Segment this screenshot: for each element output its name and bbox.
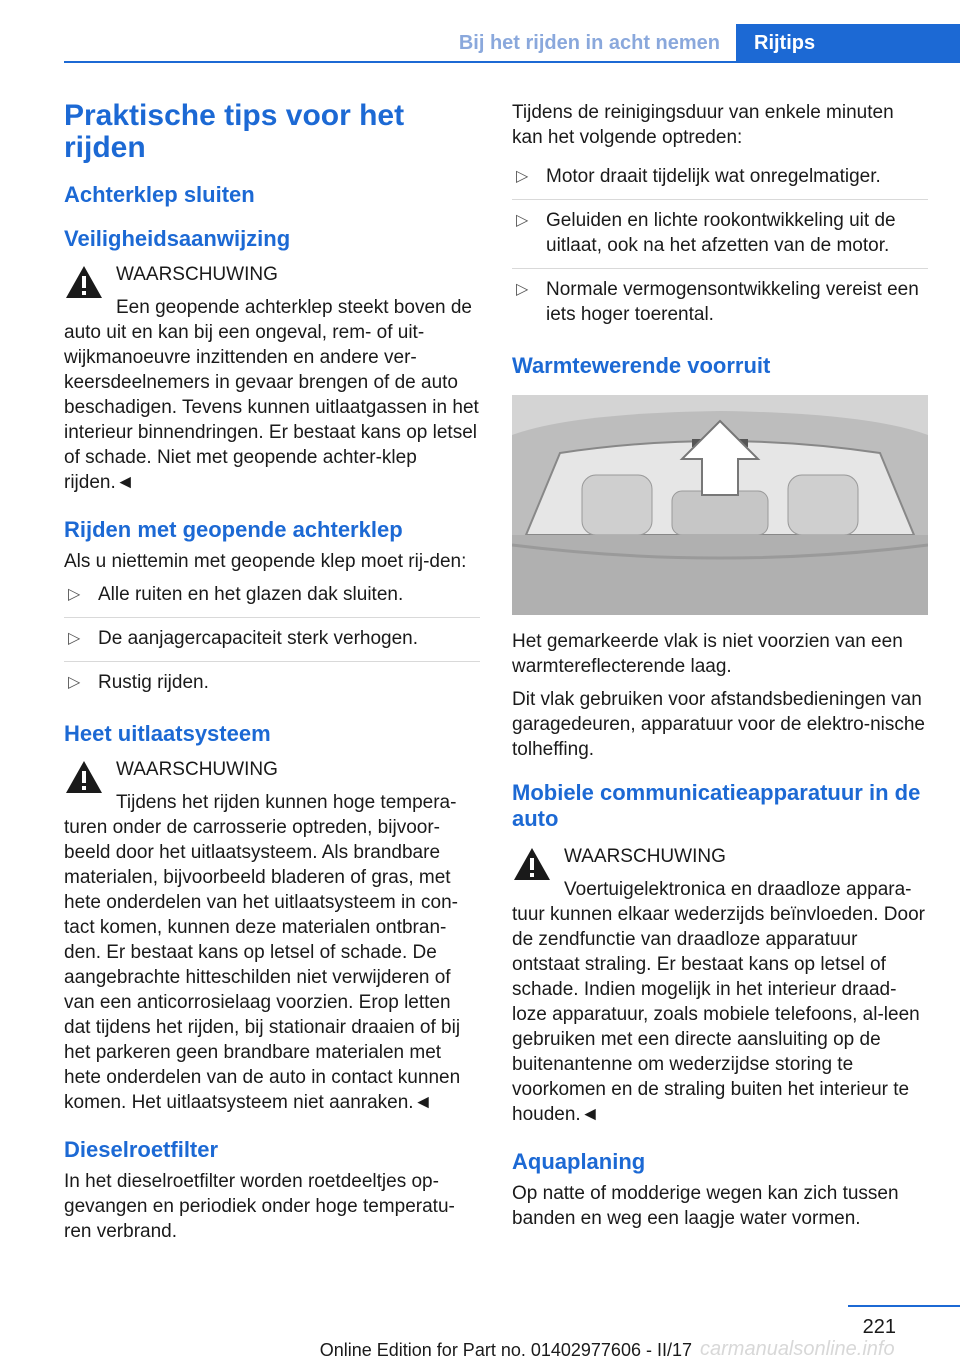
aquaplaning-text: Op natte of modderige wegen kan zich tussen banden en weg een laagje water vormen. — [512, 1183, 899, 1229]
triangle-bullet-icon: ▷ — [68, 674, 81, 691]
warning-triangle-icon — [512, 846, 552, 882]
aquaplaning-heading: Aquaplaning — [512, 1149, 646, 1174]
list-item-text: Motor draait tijdelijk wat onregelmatiger. — [546, 166, 881, 187]
list-item-text: Normale vermogensontwikkeling vereist een iets hoger toerental. — [546, 279, 919, 325]
list-item-text: Alle ruiten en het glazen dak sluiten. — [98, 584, 404, 605]
safety-heading: Veiligheidsaanwijzing — [64, 226, 291, 251]
warning-label: WAARSCHUWING — [116, 759, 278, 780]
mobile-heading: Mobiele communicatieapparatuur in de auto — [512, 780, 921, 831]
header-section-title: Bij het rijden in acht nemen — [458, 31, 720, 54]
footer-rule — [848, 1305, 960, 1307]
list-item — [512, 277, 928, 337]
triangle-bullet-icon: ▷ — [516, 168, 529, 185]
page-number: 221 — [862, 1316, 896, 1338]
windscreen-text-2: Dit vlak gebruiken voor afstandsbedieningen van garagedeuren, apparatuur voor de elektro-nische tolheffing. — [512, 689, 925, 760]
left-column — [64, 100, 480, 1252]
right-column — [512, 100, 928, 1239]
windscreen-illustration — [512, 395, 928, 615]
dpf-heading: Dieselroetfilter — [64, 1137, 219, 1162]
list-item-text: De aanjagercapaciteit sterk verhogen. — [98, 628, 419, 649]
exhaust-warning — [64, 757, 480, 1115]
warning-text: Een geopende achterklep steekt boven de auto uit en kan bij een ongeval, rem- of uit-wijkmanoeuvre inzittenden en andere ver-keersdeelnemers in gevaar brengen of de auto beschadigen. Tevens kunnen uitlaatgassen in het interieur binnendringen. Er bestaat kans op letsel of schade. Niet met geopende achter-klep rijden.◄ — [64, 297, 479, 493]
triangle-bullet-icon: ▷ — [516, 212, 529, 229]
cleaning-intro: Tijdens de reinigingsduur van enkele minuten kan het volgende optreden: — [512, 102, 894, 148]
windscreen-text-1: Het gemarkeerde vlak is niet voorzien van een warmtereflecterende laag. — [512, 631, 903, 677]
warning-triangle-icon — [64, 264, 104, 300]
open-tailgate-heading: Rijden met geopende achterklep — [64, 517, 403, 542]
dpf-text: In het dieselroetfilter worden roetdeeltjes op-gevangen en periodiek onder hoge temperatu-ren verbrand. — [64, 1171, 455, 1242]
exhaust-heading: Heet uitlaatsysteem — [64, 721, 271, 746]
list-item — [64, 670, 480, 705]
triangle-bullet-icon: ▷ — [68, 630, 81, 647]
tailgate-heading: Achterklep sluiten — [64, 182, 255, 207]
edition-footer: Online Edition for Part no. 01402977606 - II/17 — [319, 1340, 692, 1360]
list-item-text: Rustig rijden. — [98, 672, 209, 693]
warning-text: Tijdens het rijden kunnen hoge tempera-turen onder de carrosserie optreden, bijvoor-beeld door het uitlaatsysteem. Als brandbare materialen, bijvoorbeeld bladeren of gras, met hete onderdelen van het uitlaatsysteem in con-tact komen, kunnen deze materialen ontbran-den. Er bestaat kans op letsel of schade. De aangebrachte hitteschilden niet verwijderen of van een anticorrosielaag voorzien. Erop letten dat tijdens het rijden, bij stationair draaien of bij het parkeren geen brandbare materialen met hete onderdelen van de auto in contact kunnen komen. Het uitlaatsysteem niet aanraken.◄ — [64, 792, 461, 1113]
page-header — [0, 24, 960, 62]
header-rule — [64, 61, 960, 63]
open-tailgate-intro: Als u niettemin met geopende klep moet rij-den: — [64, 551, 467, 572]
list-item — [512, 208, 928, 269]
warning-label: WAARSCHUWING — [564, 846, 726, 867]
warning-triangle-icon — [64, 759, 104, 795]
triangle-bullet-icon: ▷ — [516, 281, 529, 298]
list-item — [64, 582, 480, 618]
open-tailgate-list — [64, 582, 480, 705]
cleaning-list — [512, 164, 928, 337]
triangle-bullet-icon: ▷ — [68, 586, 81, 603]
list-item — [64, 626, 480, 662]
warning-text: Voertuigelektronica en draadloze appara-tuur kunnen elkaar wederzijds beïnvloeden. Door de zendfunctie van draadloze apparatuur ontstaat straling. Er bestaat kans op letsel of schade. Indien mogelijk in het interieur draad-loze apparatuur, zoals mobiele telefoons, al-leen gebruiken met een directe aansluiting op de buitenantenne om wederzijdse storing te voorkomen en de straling buiten het interieur te houden.◄ — [512, 879, 925, 1125]
list-item-text: Geluiden en lichte rookontwikkeling uit de uitlaat, ook na het afzetten van de motor. — [546, 210, 896, 256]
warning-label: WAARSCHUWING — [116, 264, 278, 285]
watermark: carmanualsonline.info — [700, 1338, 895, 1360]
mobile-warning — [512, 844, 928, 1127]
page-title: Praktische tips voor het rijden — [64, 99, 405, 164]
tailgate-warning — [64, 262, 480, 495]
windscreen-heading: Warmtewerende voorruit — [512, 353, 771, 378]
list-item — [512, 164, 928, 200]
header-chapter-tab: Rijtips — [736, 24, 960, 62]
